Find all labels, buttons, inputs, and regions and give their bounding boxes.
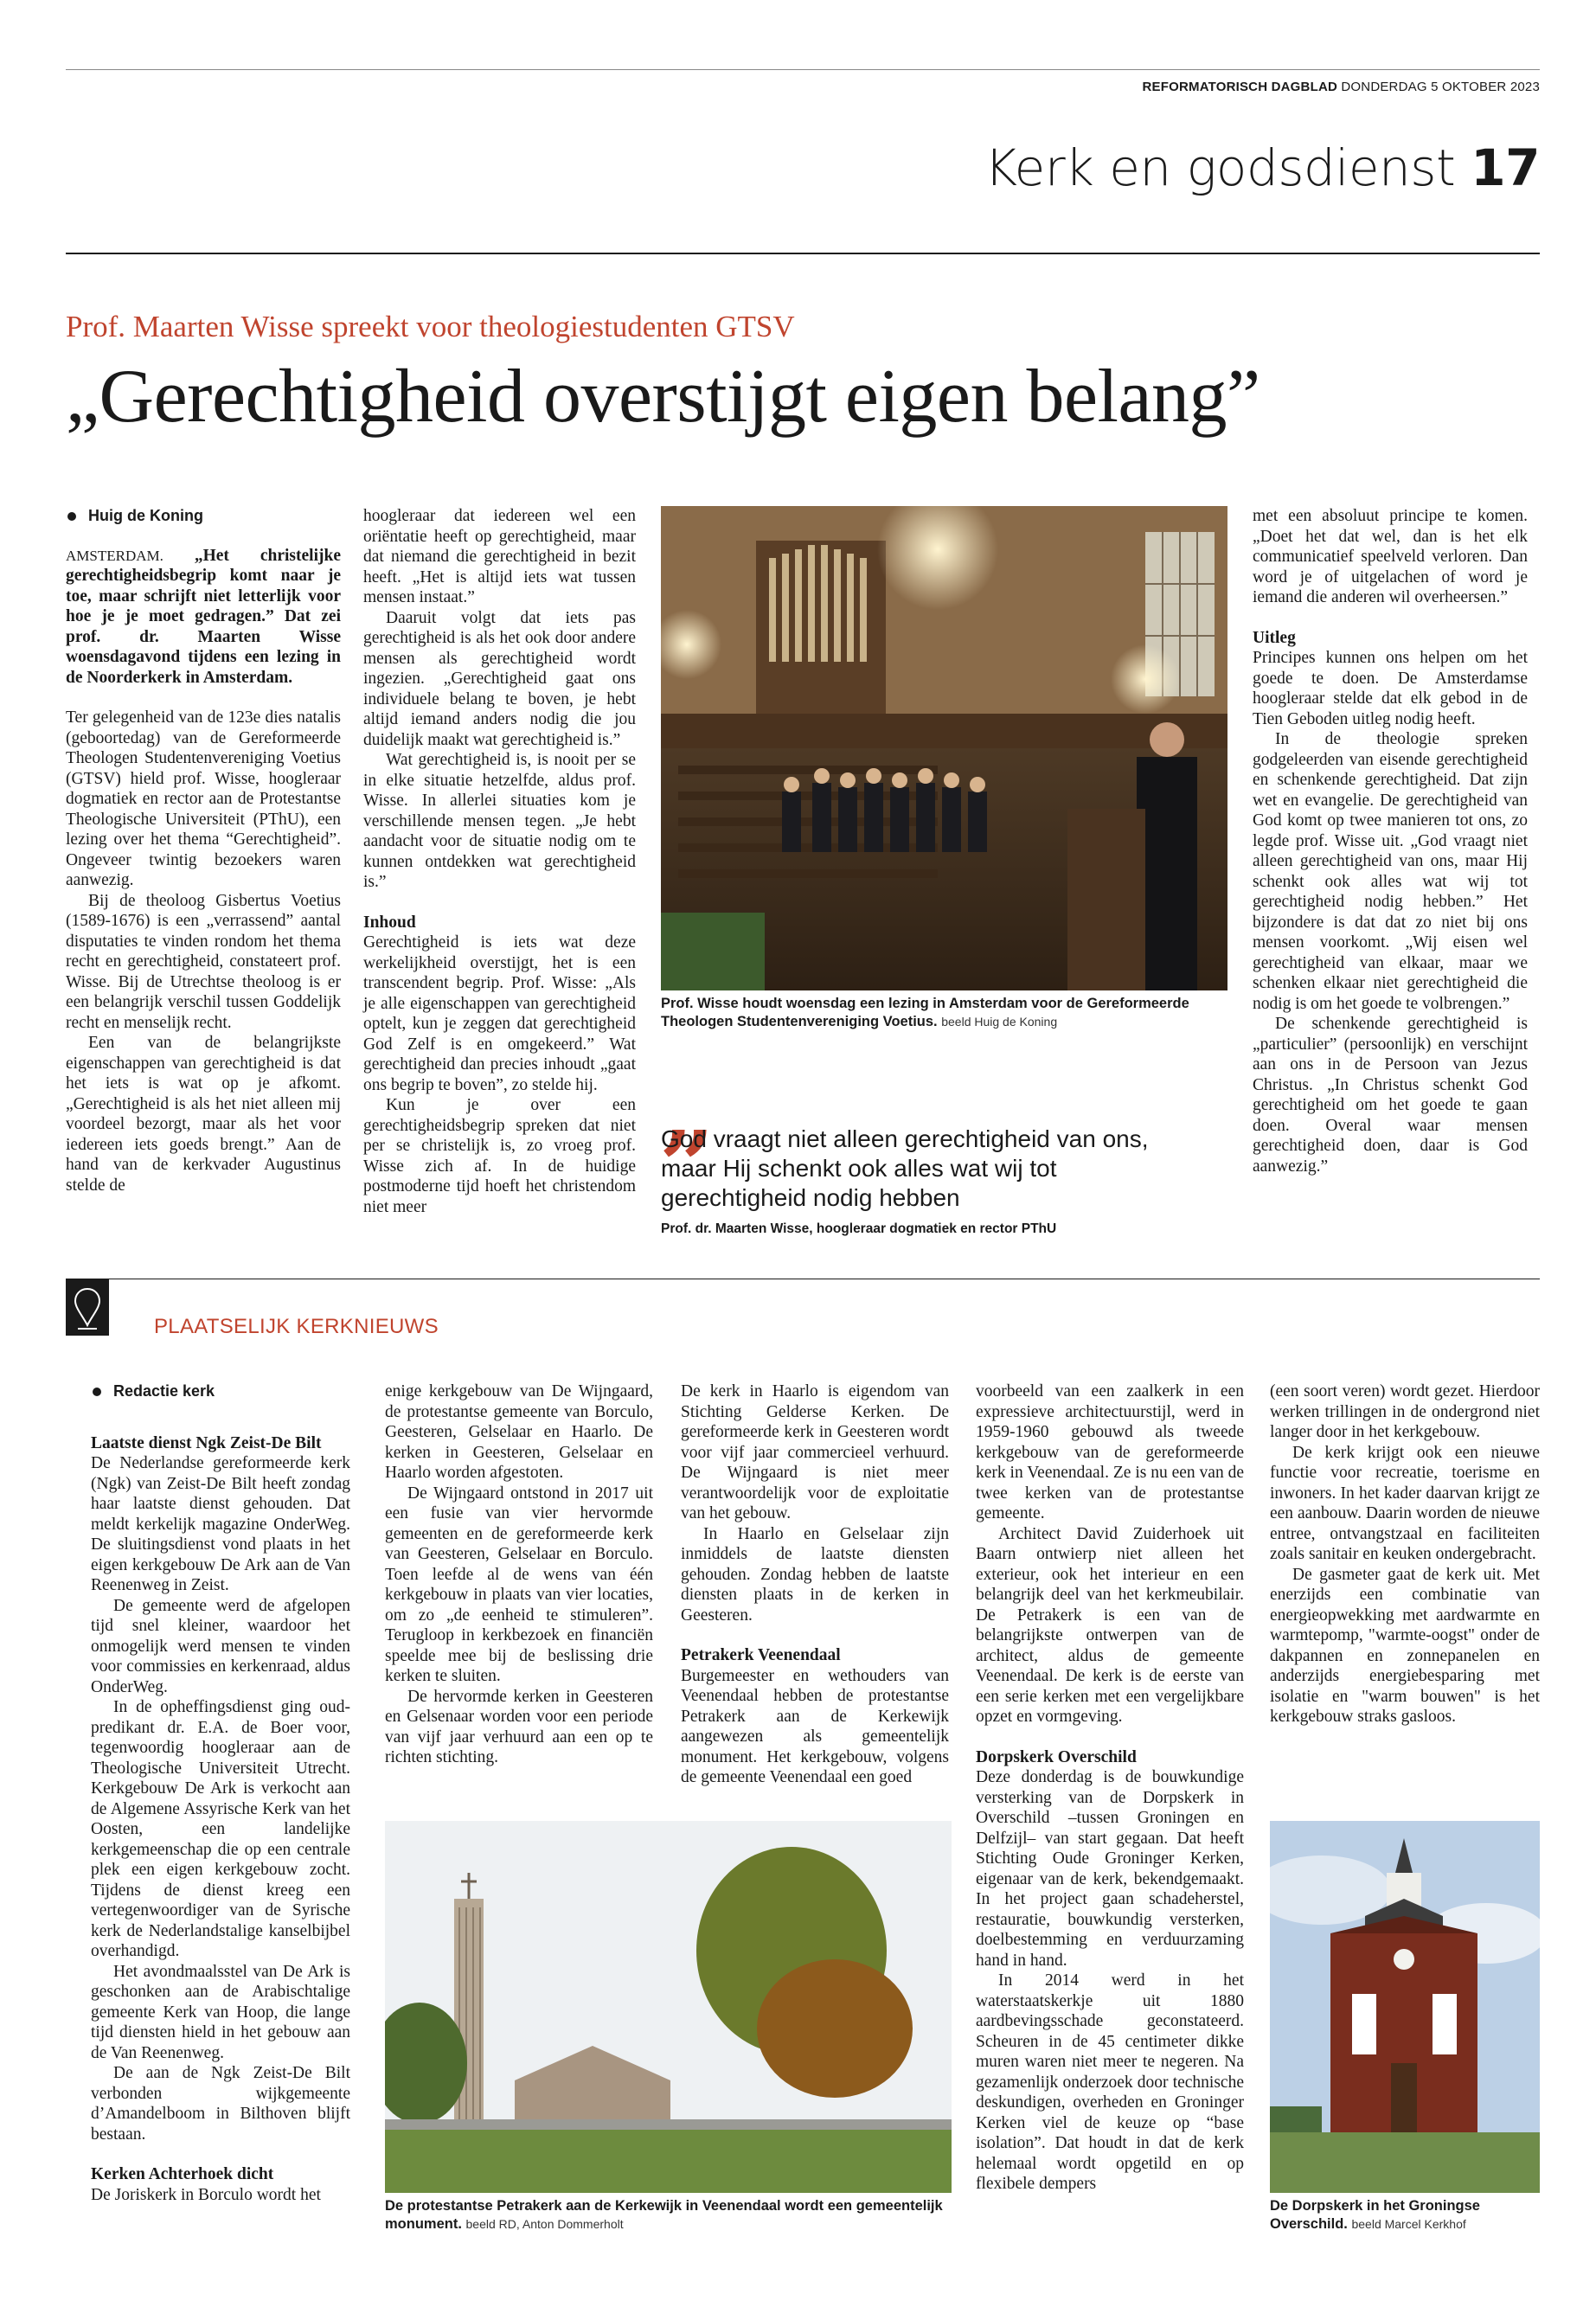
byline-bullet-icon [67,512,76,521]
pull-quote: God vraagt niet alleen gerechtigheid van ons, maar Hij schenkt ook alles wat wij tot gerechtigheid nodig hebben [661,1125,1149,1211]
section-header [779,138,1540,197]
local-column-1 [91,1381,350,2205]
article-column-1 [66,506,341,1195]
local-news-label: PLAATSELIJK KERKNIEUWS [154,1315,439,1338]
paragraph: Een van de belangrijkste eigenschappen van gerechtigheid is dat het iets is wat op je afkomt. „Gerechtigheid is als het niet alleen mij voordeel bezorgt, maar als het voor iedereen iets goeds brengt.” Aan de hand van de kerkvader Augustinus stelde de [66,1034,341,1195]
paragraph: Gerechtigheid is iets wat deze werkelijkheid overstijgt, het is een transcendent begrip. Prof. Wisse: „Als je alle eigenschappen van gerechtigheid optelt, kun je zeggen dat gerechtigheid God Zelf is en omgekeerd.” Wat gerechtigheid dan precies inhoudt „gaat ons begrip te boven”, zo stelde hij. [363,933,636,1094]
top-rule [66,69,1540,70]
paragraph: In 2014 werd in het waterstaatskerkje uit 1880 aardbevingsschade geconstateerd. Scheuren in de 45 centimeter dikke muren waren niet meer te negeren. Na gezamenlijk onderzoek door technische deskundigen, overheden en Groninger Kerken viel de keuze op “base isolation”. Dat houdt in dat de kerk helemaal wordt opgetild en op flexibele dempers [976,1971,1244,2193]
lecture-photo-caption [661,995,1232,1031]
petrakerk-photo [385,1821,952,2193]
dorpskerk-caption [1270,2197,1540,2234]
article-kicker: Prof. Maarten Wisse spreekt voor theologiestudenten GTSV [66,310,795,343]
caption-text: De Dorpskerk in het Groningse Overschild. [1270,2198,1480,2232]
masthead [952,80,1540,94]
lecture-photo [661,506,1227,990]
paragraph: De Joriskerk in Borculo wordt het [91,2185,321,2204]
dorpskerk-image [1270,1821,1540,2193]
paragraph: Daaruit volgt dat iets pas gerechtigheid is als het ook door andere mensen als gerechtigheid wordt ingezien. „Gerechtigheid gaat ons individuele belang te boven, je hebt altijd iemand anders nodig die jou duidelijk maakt wat gerechtigheid is.” [363,608,636,749]
subheading: Petrakerk Veenendaal [681,1646,841,1664]
author-name: Redactie kerk [113,1382,215,1400]
church-interior-image [661,506,1227,990]
paragraph: met een absoluut principe te komen. „Doet het dat wel, dan is het elk communicatief speelveld verloren. Dan word je of uitgelachen of word je iemand die anderen wil overheersen.” [1253,507,1528,606]
paragraph: De kerk in Haarlo is eigendom van Stichting Gelderse Kerken. De gereformeerde kerk in Geesteren wordt voor vijf jaar commercieel verhuurd. De Wijngaard is niet meer verantwoordelijk voor de exploitatie van het gebouw. [681,1382,949,1522]
paragraph: Deze donderdag is de bouwkundige versterking van de Dorpskerk in Overschild –tussen Groningen en Delfzijl– van start gegaan. Dat heeft Stichting Oude Groninger Kerken, eigenaar van de kerk, bekendgemaakt. In het project gaan schadeherstel, restauratie, bouwkundig versterken, doelbestemming en verduurzaming hand in hand. [976,1768,1244,1970]
caption-text: Prof. Wisse houdt woensdag een lezing in Amsterdam voor de Gereformeerde Theologen Studentenvereniging Voetius. [661,996,1189,1029]
caption-text: De protestantse Petrakerk aan de Kerkewijk in Veenendaal wordt een gemeentelijk monument. [385,2198,943,2232]
byline [66,506,341,527]
author-name: Huig de Koning [88,507,203,524]
subheading: Dorpskerk Overschild [976,1747,1137,1766]
paragraph: Burgemeester en wethouders van Veenendaal hebben de protestantse Petrakerk aan de Kerkewijk aangewezen als gemeentelijk monument. Het kerkgebouw, volgens de gemeente Veenendaal een goed [681,1666,949,1786]
paragraph: Bij de theoloog Gisbertus Voetius (1589-1676) is een „verrassend” aantal disputaties te vinden rondom het thema recht en gerechtigheid, constateert prof. Wisse. Bij de Utrechtse theoloog is er een belangrijk verschil tussen Goddelijk recht en menselijk recht. [66,891,341,1032]
paragraph: (een soort veren) wordt gezet. Hierdoor werken trillingen in de ondergrond niet langer door in het kerkgebouw. [1270,1382,1540,1441]
paragraph: enige kerkgebouw van De Wijngaard, de protestantse gemeente van Borculo, Geesteren, Gelselaar en Haarlo. De kerken in Geesteren, Gelselaar en Haarlo worden afgestoten. [385,1382,653,1482]
paragraph: De gasmeter gaat de kerk uit. Met enerzijds een combinatie van energieopwekking met aardwarmte en warmtepomp, "warmte-oogst" onder de dakpannen en zonnepanelen en anderzijds energiebesparing met isolatie en "warm bouwen" is het kerkgebouw straks gasloos. [1270,1565,1540,1726]
quote-mark-icon: „ [661,1055,716,1167]
paragraph: De hervormde kerken in Geesteren en Gelsenaar worden voor een periode van vijf jaar verhuurd aan een op te richten stichting. [385,1687,653,1766]
byline [91,1381,350,1402]
paragraph: Wat gerechtigheid is, is nooit per se in elke situatie hetzelfde, aldus prof. Wisse. In allerlei situaties kom je verschillende mensen tegen. „Je hebt aandacht voor de situatie nodig om te kunnen ontdekken wat gerechtigheid is.” [363,751,636,891]
photo-credit: beeld RD, Anton Dommerholt [465,2217,624,2231]
pull-quote-attribution: Prof. dr. Maarten Wisse, hoogleraar dogmatiek en rector PThU [661,1221,1057,1236]
local-column-4 [976,1381,1244,2195]
lead-paragraph [66,546,341,689]
subheading-uitleg: Uitleg [1253,628,1296,647]
local-column-5 [1270,1381,1540,1727]
issue-date: DONDERDAG 5 OKTOBER 2023 [1341,80,1540,94]
paragraph: Ter gelegenheid van de 123e dies natalis (geboortedag) van de Gereformeerde Theologen Studentenvereniging Voetius (GTSV) hield prof. Wisse, hoogleraar dogmatiek en rector aan de Protestantse Theologische Universiteit (PThU), een lezing over het thema “Gerechtigheid”. Ongeveer twintig bezoekers waren aanwezig. [66,708,341,889]
petrakerk-caption [385,2197,956,2234]
article-headline: „Gerechtigheid overstijgt eigen belang” [66,355,1260,439]
paragraph: De gemeente werd de afgelopen tijd snel kleiner, waardoor het onmogelijk werd mensen te vinden voor commissies en kerkenraad, aldus OnderWeg. [91,1596,350,1696]
paragraph: De Nederlandse gereformeerde kerk (Ngk) van Zeist-De Bilt heeft zondag haar laatste dienst gehouden. Dat meldt kerkelijk magazine OnderWeg. De sluitingsdienst vond plaats in het eigen kerkgebouw De Ark aan de Van Reenenweg in Zeist. [91,1454,350,1594]
paragraph: Kun je over een gerechtigheidsbegrip spreken dat niet per se christelijk is, zo vroeg prof. Wisse zich af. In de huidige postmoderne tijd hoeft het christendom niet meer [363,1096,636,1216]
local-column-2 [385,1381,653,1768]
subheading: Laatste dienst Ngk Zeist-De Bilt [91,1433,322,1452]
paragraph: De aan de Ngk Zeist-De Bilt verbonden wijkgemeente d’Amandelboom in Bilthoven blijft bestaan. [91,2064,350,2144]
byline-bullet-icon [93,1388,101,1396]
paragraph: Het avondmaalsstel van De Ark is geschonken aan de Arabischtalige gemeente Kerk van Hoop, die lange tijd diensten hield in het gebouw aan de Van Reenenweg. [91,1962,350,2062]
dorpskerk-photo [1270,1821,1540,2193]
subheading: Kerken Achterhoek dicht [91,2165,274,2183]
paper-name: REFORMATORISCH DAGBLAD [1142,80,1338,94]
dateline: AMSTERDAM. [66,547,163,564]
article-column-2 [363,506,636,1217]
page-number: 17 [1471,138,1540,197]
photo-credit: beeld Marcel Kerkhof [1351,2217,1466,2231]
section-rule [66,253,1540,254]
paragraph: De schenkende gerechtigheid is „particulier” (persoonlijk) en verschijnt aan ons in de Persoon van Jezus Christus. „In Christus schenkt God gerechtigheid om het goede te gaan doen. Overal waar mensen gerechtigheid doen, daar is God aanwezig.” [1253,1015,1528,1176]
paragraph: Architect David Zuiderhoek uit Baarn ontwierp niet alleen het exterieur, ook het interieur en een belangrijk deel van het kerkmeubilair. De Petrakerk is een van de belangrijkste ontwerpen van de architect, aldus de gemeente Veenendaal. De kerk is de eerste van een serie kerken met een vergelijkbare opzet en vormgeving. [976,1524,1244,1726]
paragraph: hoogleraar dat iedereen wel een oriëntatie heeft op gerechtigheid, maar dat niemand die gerechtigheid in bezit heeft. „Het is altijd iets wat tussen mensen instaat.” [363,507,636,606]
paragraph: In Haarlo en Gelselaar zijn inmiddels de laatste diensten gehouden. Zondag hebben de laatste diensten plaats in de kerken in Geesteren. [681,1524,949,1625]
paragraph: In de opheffingsdienst ging oud-predikant dr. E.A. de Boer voor, tegenwoordig hoogleraar aan de Theologische Universiteit Utrecht. Kerkgebouw De Ark is verkocht aan de Algemene Assyrische Kerk van het Oosten, een landelijke kerkgemeenschap die op een centrale plek een eigen kerkgebouw zocht. Tijdens de dienst kreeg een vertegenwoordiger van de Syrische kerk de Nederlandstalige kanselbijbel overhandigd. [91,1698,350,1960]
lead-text: „Het christelijke gerechtigheidsbegrip komt naar je toe, maar schrijft niet letterlijk voor hoe je je moet gedragen.” Dat zei prof. dr. Maarten Wisse woensdagavond tijdens een lezing in de Noorderkerk in Amsterdam. [66,546,341,687]
photo-credit: beeld Huig de Koning [941,1015,1058,1029]
paragraph: De kerk krijgt ook een nieuwe functie voor recreatie, toerisme en inwoners. In het kader daarvan krijgt ze een aanbouw. Daarin worden de nieuwe entree, ontvangstzaal en faciliteiten zoals sanitair en keuken ondergebracht. [1270,1443,1540,1563]
petrakerk-image [385,1821,952,2193]
article-column-4 [1253,506,1528,1176]
subheading-inhoud: Inhoud [363,913,416,932]
section-title: Kerk en godsdienst [984,138,1456,197]
local-column-3 [681,1381,949,1788]
paragraph: In de theologie spreken godgeleerden van eisende gerechtigheid en schenkende gerechtigheid. Dat zijn wet en evangelie. De gerechtigheid van God komt op twee manieren tot ons, zo legde prof. Wisse uit. „God vraagt niet alleen gerechtigheid van ons, maar Hij schenkt ook alles wat wij tot gerechtigheid nodig hebben.” Het bijzondere is dat dat zo niet bij ons mensen voorkomt. „Wij eisen wel gerechtigheid van elkaar, maar we schenken elkaar niet gerechtigheid die nodig is om het goede te volbrengen.” [1253,730,1528,1013]
paragraph: voorbeeld van een zaalkerk in een expressieve architectuurstijl, werd in 1959-1960 gebouwd als tweede kerkgebouw van de gereformeerde kerk in Veenendaal. Ze is nu een van de twee kerken van de protestantse gemeente. [976,1382,1244,1522]
location-pin-icon [66,1279,109,1336]
paragraph: De Wijngaard ontstond in 2017 uit een fusie van vier hervormde gemeenten en de gereformeerde kerk van Geesteren, Gelselaar en Borculo. Toen leefde al de wens van één kerkgebouw in plaats van vier locaties, om zo „de eenheid te stimuleren”. Terugloop in kerkbezoek en financiën speelde mee bij de beslissing drie kerken te sluiten. [385,1484,653,1685]
paragraph: Principes kunnen ons helpen om het goede te doen. De Amsterdamse hoogleraar stelde dat elk gebod in de Tien Geboden uitleg nodig heeft. [1253,649,1528,728]
